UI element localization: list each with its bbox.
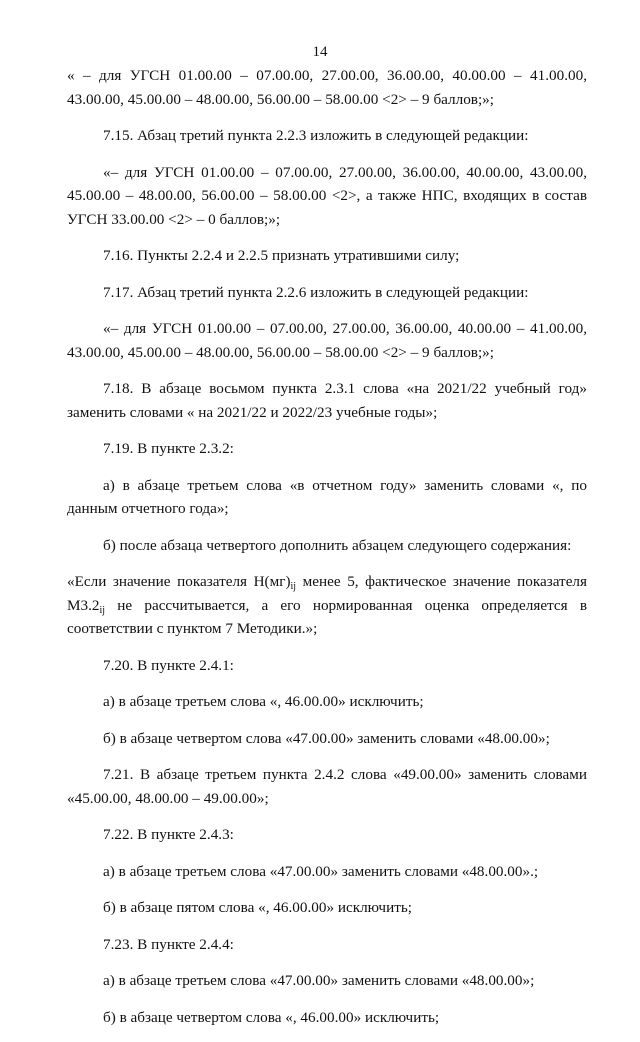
paragraph-7-23-b: б) в абзаце четвертом слова «, 46.00.00» исключить;	[103, 1008, 440, 1026]
paragraph-quote-ugsn-0-points: «– для УГСН 01.00.00 – 07.00.00, 27.00.00, 36.00.00, 40.00.00, 43.00.00, 45.00.00 – 48.00.00, 56.00.00 – 58.00.00 <2>, а также НПС, входящих в состав УГСН 33.00.00 <2> – 0 баллов;»;	[67, 163, 587, 228]
paragraph-7-19-a: а) в абзаце третьем слова «в отчетном году» заменить словами «, по данным отчетного года»;	[67, 476, 587, 517]
paragraph-7-22-a: а) в абзаце третьем слова «47.00.00» заменить словами «48.00.00».;	[103, 862, 539, 880]
paragraph-7-19-b: б) после абзаца четвертого дополнить абзацем следующего содержания:	[103, 536, 572, 554]
indicator-text-part-2: менее 5, фактическое значение показателя М3.2	[67, 573, 587, 614]
paragraph-quote-ugsn-9-points: « – для УГСН 01.00.00 – 07.00.00, 27.00.00, 36.00.00, 40.00.00 – 41.00.00, 43.00.00, 45.00.00 – 48.00.00, 56.00.00 – 58.00.00 <2> – 9 баллов;»;	[67, 67, 587, 108]
paragraph-quote-indicator	[67, 570, 587, 641]
paragraph-7-23: 7.23. В пункте 2.4.4:	[103, 935, 234, 953]
paragraph-7-15: 7.15. Абзац третий пункта 2.2.3 изложить в следующей редакции:	[103, 127, 529, 144]
paragraph-7-19: 7.19. В пункте 2.3.2:	[103, 440, 234, 457]
paragraph-7-20-a: а) в абзаце третьем слова «, 46.00.00» исключить;	[103, 693, 424, 710]
paragraph-7-22-b: б) в абзаце пятом слова «, 46.00.00» исключить;	[103, 899, 412, 916]
paragraph-7-22: 7.22. В пункте 2.4.3:	[103, 826, 234, 843]
paragraph-7-20-b: б) в абзаце четвертом слова «47.00.00» заменить словами «48.00.00»;	[103, 729, 550, 747]
indicator-subscript-1: ij	[290, 581, 297, 592]
paragraph-7-20: 7.20. В пункте 2.4.1:	[103, 656, 234, 674]
paragraph-7-21: 7.21. В абзаце третьем пункта 2.4.2 слова «49.00.00» заменить словами «45.00.00, 48.00.00 – 49.00.00»;	[67, 766, 587, 807]
indicator-text-part-1: «Если значение показателя Н(мг)	[67, 573, 291, 590]
indicator-subscript-2: ij	[99, 604, 106, 616]
paragraph-quote-ugsn-9-points-2: «– для УГСН 01.00.00 – 07.00.00, 27.00.00, 36.00.00, 40.00.00 – 41.00.00, 43.00.00, 45.00.00 – 48.00.00, 56.00.00 – 58.00.00 <2> – 9 баллов;»;	[67, 320, 587, 361]
indicator-text-part-3: не рассчитывается, а его нормированная оценка определяется в соответствии с пунктом 7 Методики.»;	[67, 596, 587, 637]
page-number: 14	[312, 44, 328, 60]
paragraph-7-16: 7.16. Пункты 2.2.4 и 2.2.5 признать утратившими силу;	[103, 247, 460, 264]
paragraph-7-17: 7.17. Абзац третий пункта 2.2.6 изложить в следующей редакции:	[103, 283, 529, 301]
paragraph-7-18: 7.18. В абзаце восьмом пункта 2.3.1 слова «на 2021/22 учебный год» заменить словами « на 2021/22 и 2022/23 учебные годы»;	[67, 380, 587, 421]
document-body	[67, 64, 587, 1042]
paragraph-7-23-a: а) в абзаце третьем слова «47.00.00» заменить словами «48.00.00»;	[103, 972, 535, 989]
